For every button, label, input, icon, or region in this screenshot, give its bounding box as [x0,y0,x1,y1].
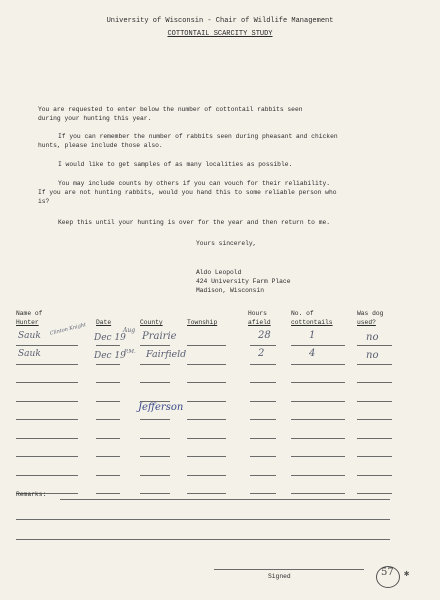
page-mark-icon: ✱ [404,569,410,579]
table-rule-line [187,382,226,383]
table-rule-line [16,364,78,365]
table-rule-line [250,382,276,383]
table-row-2-date: Dec 19 [94,351,126,361]
table-row-1-dog: no [366,332,379,343]
table-rule-line [357,345,392,346]
table-rule-line [250,438,276,439]
table-rule-line [291,438,345,439]
para2-line-2: hunts, please include those also. [38,142,163,149]
table-rule-line [187,475,226,476]
table-rule-line [140,364,170,365]
table-rule-line [291,419,345,420]
table-rule-line [16,419,78,420]
table-rule-line [187,438,226,439]
table-rule-line [140,493,170,494]
table-rule-line [250,475,276,476]
closing-text: Yours sincerely, [196,240,257,247]
table-rule-line [357,438,392,439]
para4-line-2: If you are not hunting rabbits, would you hand this to some reliable person who [38,189,337,196]
para4-line-1: You may include counts by others if you can vouch for their reliability. [58,180,331,187]
table-rule-line [357,475,392,476]
header-township: Township [187,319,218,326]
table-rule-line [16,382,78,383]
table-row-2-dog: no [366,350,379,361]
table-rule-line [96,382,120,383]
header-cottontails: cottontails [291,319,333,326]
table-rule-line [250,493,276,494]
table-rule-line [187,401,226,402]
table-rule-line [140,475,170,476]
table-rule-line [140,438,170,439]
signer-city: Madison, Wisconsin [196,287,265,294]
table-rule-line [140,382,170,383]
table-rule-line [291,456,345,457]
remarks-label: Remarks: [16,491,47,498]
table-rule-line [357,493,392,494]
table-row-2-hunter: Sauk [18,349,41,359]
table-rule-line [250,419,276,420]
signed-label: Signed [268,573,291,580]
table-rule-line [16,456,78,457]
header-hours: Hours [248,310,267,317]
table-rule-line [96,493,120,494]
institution-heading: University of Wisconsin - Chair of Wildlife Management [106,17,334,25]
table-rule-line [291,345,345,346]
table-rule-line [96,438,120,439]
table-rule-line [357,456,392,457]
table-rule-line [187,456,226,457]
header-date: Date [96,319,112,326]
table-rule-line [291,382,345,383]
table-rule-line [291,364,345,365]
para2-line-1: If you can remember the number of rabbits seen during pheasant and chicken [58,133,338,140]
table-rule-line [291,475,345,476]
table-rule-line [357,401,392,402]
signature-line [214,569,364,570]
table-rule-line [250,364,276,365]
table-row-1-date-note: Aug [123,327,136,334]
table-rule-line [96,345,120,346]
remarks-line-1 [60,499,390,500]
para4-line-3: is? [38,198,50,205]
intro-line-1: You are requested to enter below the number of cottontail rabbits seen [38,106,303,113]
table-rule-line [16,345,78,346]
table-rule-line [291,401,345,402]
table-rule-line [96,456,120,457]
table-rule-line [140,419,170,420]
table-rule-line [140,345,170,346]
table-rule-line [291,493,345,494]
table-row-2-hours: 2 [258,348,265,359]
table-rule-line [140,456,170,457]
header-hunter: Hunter [16,319,39,326]
header-dog-used: used? [357,319,376,326]
para3-line: I would like to get samples of as many localities as possible. [58,161,293,168]
table-rule-line [16,401,78,402]
header-afield: afield [248,319,271,326]
extra-county-note: Jefferson [138,402,184,413]
signer-name: Aldo Leopold [196,269,242,276]
table-rule-line [187,345,226,346]
header-county: County [140,319,163,326]
header-was-dog: Was dog [357,310,384,317]
intro-line-2: during your hunting this year. [38,115,152,122]
header-name-of: Name of [16,310,43,317]
table-rule-line [96,419,120,420]
table-rule-line [187,493,226,494]
table-row-1-county: Prairie [142,331,177,342]
signer-address: 424 University Farm Place [196,278,291,285]
table-rule-line [16,475,78,476]
table-rule-line [357,419,392,420]
remarks-line-3 [16,539,390,540]
table-rule-line [357,364,392,365]
table-row-1-cottontails: 1 [309,330,316,341]
study-title: COTTONTAIL SCARCITY STUDY [167,30,273,38]
table-rule-line [96,364,120,365]
table-rule-line [357,382,392,383]
page-number: 57 [381,567,394,578]
table-rule-line [187,419,226,420]
table-rule-line [250,401,276,402]
table-row-1-date: Dec 19 [94,333,126,343]
table-row-2-county: Fairfield [146,349,187,360]
table-row-2-date-note: P.M. [124,349,136,355]
table-rule-line [96,401,120,402]
table-rule-line [96,475,120,476]
table-rule-line [250,456,276,457]
table-row-1-hours: 28 [258,330,271,341]
table-rule-line [187,364,226,365]
remarks-line-2 [16,519,390,520]
header-no-of: No. of [291,310,314,317]
table-row-1-hunter-note: Clinton Knight [49,322,87,337]
table-rule-line [250,345,276,346]
table-row-2-cottontails: 4 [309,348,316,359]
table-row-1-hunter: Sauk [18,331,41,341]
para5-line: Keep this until your hunting is over for the year and then return to me. [58,219,331,226]
table-rule-line [16,438,78,439]
